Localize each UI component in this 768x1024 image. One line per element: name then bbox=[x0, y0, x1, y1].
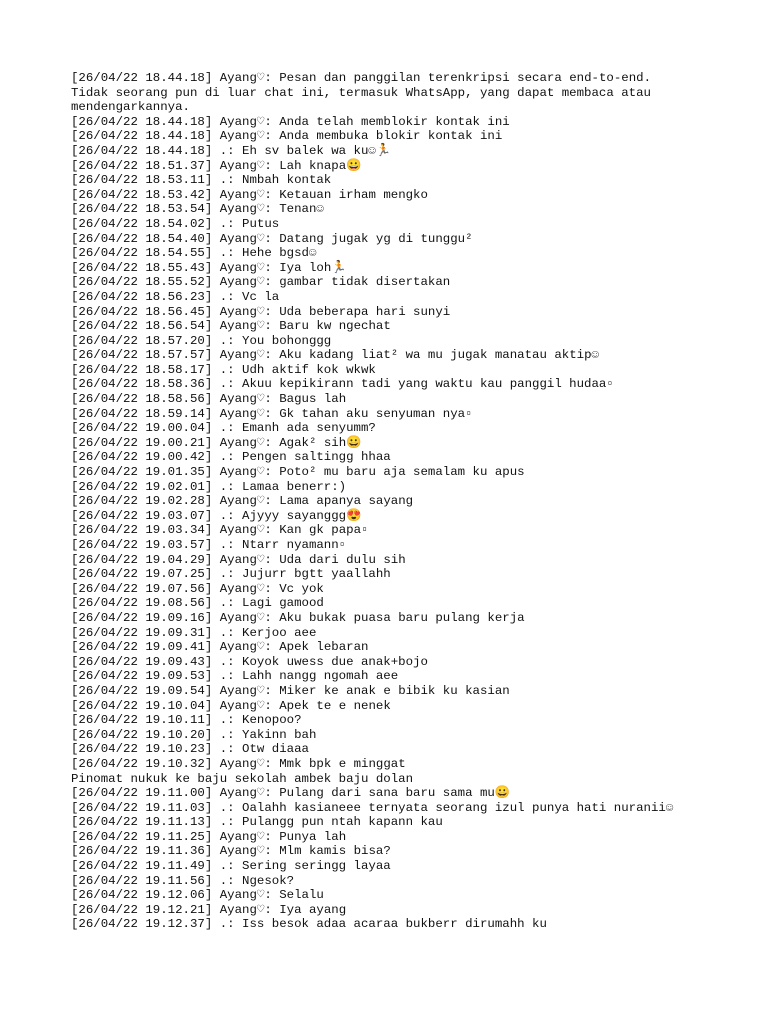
chat-line: [26/04/22 19.00.04] .: Emanh ada senyumm? bbox=[71, 421, 376, 436]
chat-line: [26/04/22 18.58.36] .: Akuu kepikirann tadi yang waktu kau panggil hudaa▫ bbox=[71, 377, 614, 392]
chat-line: mendengarkannya. bbox=[71, 100, 190, 115]
chat-line: [26/04/22 19.00.21] Ayang♡: Agak² sih😀 bbox=[71, 435, 362, 450]
chat-line: [26/04/22 18.51.37] Ayang♡: Lah knapa😀 bbox=[71, 158, 362, 173]
chat-line: Pinomat nukuk ke baju sekolah ambek baju dolan bbox=[71, 771, 414, 786]
chat-line: [26/04/22 18.54.55] .: Hehe bgsd☺ bbox=[71, 246, 317, 261]
chat-line: Tidak seorang pun di luar chat ini, termasuk WhatsApp, yang dapat membaca atau bbox=[71, 85, 651, 100]
chat-line: [26/04/22 19.09.41] Ayang♡: Apek lebaran bbox=[71, 640, 369, 655]
chat-line: [26/04/22 19.11.00] Ayang♡: Pulang dari sana baru sama mu😀 bbox=[71, 786, 511, 801]
chat-line: [26/04/22 19.11.03] .: Oalahh kasianeee ternyata seorang izul punya hati nuranii☺ bbox=[71, 800, 674, 815]
chat-line: [26/04/22 19.10.20] .: Yakinn bah bbox=[71, 727, 317, 742]
chat-line: [26/04/22 19.09.53] .: Lahh nangg ngomah aee bbox=[71, 669, 399, 684]
chat-line: [26/04/22 19.09.54] Ayang♡: Miker ke anak e bibik ku kasian bbox=[71, 683, 510, 698]
chat-line: [26/04/22 18.44.18] Ayang♡: Anda telah memblokir kontak ini bbox=[71, 114, 510, 129]
chat-line: [26/04/22 19.12.37] .: Iss besok adaa acaraa bukberr dirumahh ku bbox=[71, 917, 547, 932]
chat-line: [26/04/22 19.01.35] Ayang♡: Poto² mu baru aja semalam ku apus bbox=[71, 465, 525, 480]
chat-line: [26/04/22 18.56.45] Ayang♡: Uda beberapa hari sunyi bbox=[71, 304, 451, 319]
chat-line: [26/04/22 19.10.32] Ayang♡: Mmk bpk e minggat bbox=[71, 756, 406, 771]
chat-line: [26/04/22 19.11.49] .: Sering seringg layaa bbox=[71, 859, 391, 874]
chat-line: [26/04/22 19.04.29] Ayang♡: Uda dari dulu sih bbox=[71, 552, 406, 567]
chat-line: [26/04/22 18.53.42] Ayang♡: Ketauan irham mengko bbox=[71, 187, 428, 202]
chat-line: [26/04/22 19.12.06] Ayang♡: Selalu bbox=[71, 888, 324, 903]
chat-line: [26/04/22 19.09.43] .: Koyok uwess due anak+bojo bbox=[71, 654, 428, 669]
chat-line: [26/04/22 19.10.04] Ayang♡: Apek te e nenek bbox=[71, 698, 391, 713]
chat-line: [26/04/22 18.53.11] .: Nmbah kontak bbox=[71, 173, 332, 188]
chat-line: [26/04/22 18.56.23] .: Vc la bbox=[71, 289, 280, 304]
chat-line: [26/04/22 19.03.57] .: Ntarr nyamann▫ bbox=[71, 538, 347, 552]
chat-line: [26/04/22 18.44.18] Ayang♡: Pesan dan panggilan terenkripsi secara end-to-end. bbox=[71, 71, 652, 85]
chat-line: [26/04/22 19.10.23] .: Otw diaaa bbox=[71, 742, 309, 757]
chat-line: [26/04/22 19.09.31] .: Kerjoo aee bbox=[71, 625, 317, 640]
chat-line: [26/04/22 18.44.18] Ayang♡: Anda membuka blokir kontak ini bbox=[71, 129, 503, 144]
chat-line: [26/04/22 19.07.56] Ayang♡: Vc yok bbox=[71, 581, 324, 596]
chat-line: [26/04/22 19.00.42] .: Pengen saltingg hhaa bbox=[71, 450, 391, 465]
chat-line: [26/04/22 19.11.13] .: Pulangg pun ntah kapann kau bbox=[71, 815, 443, 830]
chat-line: [26/04/22 18.53.54] Ayang♡: Tenan☺ bbox=[71, 202, 324, 217]
chat-line: [26/04/22 19.11.36] Ayang♡: Mlm kamis bisa? bbox=[71, 844, 391, 859]
chat-line: [26/04/22 19.07.25] .: Jujurr bgtt yaallahh bbox=[71, 567, 391, 582]
chat-line: [26/04/22 19.11.56] .: Ngesok? bbox=[71, 873, 295, 888]
chat-line: [26/04/22 19.02.01] .: Lamaa benerr:) bbox=[71, 479, 347, 494]
chat-line: [26/04/22 18.54.40] Ayang♡: Datang jugak yg di tunggu² bbox=[71, 231, 473, 246]
chat-line: [26/04/22 18.56.54] Ayang♡: Baru kw ngechat bbox=[71, 319, 391, 334]
chat-line: [26/04/22 18.57.20] .: You bohonggg bbox=[71, 333, 332, 348]
chat-line: [26/04/22 18.58.17] .: Udh aktif kok wkwk bbox=[71, 362, 376, 377]
chat-line: [26/04/22 18.59.14] Ayang♡: Gk tahan aku senyuman nya▫ bbox=[71, 406, 473, 421]
chat-line: [26/04/22 19.02.28] Ayang♡: Lama apanya sayang bbox=[71, 494, 414, 509]
chat-line: [26/04/22 19.03.34] Ayang♡: Kan gk papa▫ bbox=[71, 523, 369, 538]
chat-line: [26/04/22 18.57.57] Ayang♡: Aku kadang liat² wa mu jugak manatau aktip☺ bbox=[71, 348, 599, 363]
chat-line: [26/04/22 19.11.25] Ayang♡: Punya lah bbox=[71, 829, 347, 844]
chat-line: [26/04/22 19.12.21] Ayang♡: Iya ayang bbox=[71, 902, 347, 917]
chat-line: [26/04/22 18.55.43] Ayang♡: Iya loh🏃 bbox=[71, 260, 347, 275]
chat-line: [26/04/22 19.08.56] .: Lagi gamood bbox=[71, 596, 324, 611]
chat-transcript-page bbox=[71, 71, 751, 932]
chat-line: [26/04/22 19.09.16] Ayang♡: Aku bukak puasa baru pulang kerja bbox=[71, 610, 525, 625]
chat-line: [26/04/22 18.54.02] .: Putus bbox=[71, 216, 280, 231]
chat-line: [26/04/22 18.44.18] .: Eh sv balek wa ku☺🏃 bbox=[71, 143, 392, 158]
chat-line: [26/04/22 19.03.07] .: Ajyyy sayanggg😍 bbox=[71, 508, 362, 523]
chat-line: [26/04/22 18.55.52] Ayang♡: gambar tidak disertakan bbox=[71, 275, 451, 290]
chat-line: [26/04/22 18.58.56] Ayang♡: Bagus lah bbox=[71, 392, 347, 407]
chat-line: [26/04/22 19.10.11] .: Kenopoo? bbox=[71, 713, 302, 728]
